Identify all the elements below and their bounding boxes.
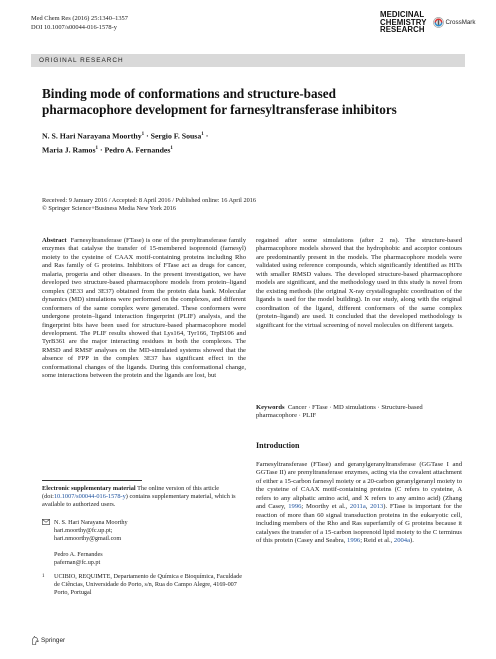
intro-text: ). FTase is important for the reaction of more than 60 signal transduction proteins in the eukaryotic cell, including members of the Rho and Ras superfamily of G proteins because it catalyses the transfer of a 15-carbon isoprenoid lipid moiety to the C terminus of this protein (Casey and Seabra, [256, 503, 462, 545]
envelope-icon [42, 519, 54, 567]
keywords-text: Cancer · FTase · MD simulations · Structure-based pharmacophore · PLIF [256, 404, 423, 420]
footnote-divider [42, 480, 142, 481]
author-name[interactable]: Sergio F. Sousa [150, 131, 202, 141]
introduction-heading: Introduction [256, 441, 300, 450]
logo-line-2: CHEMISTRY [380, 17, 427, 27]
corresponding-authors [42, 519, 246, 567]
citation-link[interactable]: 2011a [349, 503, 366, 511]
copyright-line: © Springer Science+Business Media New York 2016 [42, 205, 177, 212]
contact-email[interactable]: hari.moorthy@fc.up.pt; [54, 527, 113, 534]
intro-text: ; Reid et al., [360, 537, 394, 545]
abstract-left-column [42, 237, 246, 381]
crossmark-icon [433, 17, 444, 28]
abstract-text-left: Farnesyltransferase (FTase) is one of the prenyltransferase family enzymes that catalyse the transfer of 15-membered isoprenoid (farnesyl) moiety to the cysteine of CAAX motif-containing proteins including Rho and Ras family of G proteins. Inhibitors of FTase act as drugs for cancer, malaria, progeria and other diseases. In the present investigation, we have developed two structure-based pharmacophore models from protein–ligand complex (3E33 and 3E37) obtained from the protein data bank. Molecular dynamics (MD) simulations were performed on the complexes, and different conformers of the same complex were generated. These conformers were undergone protein–ligand interaction fingerprint (PLIF) analysis, and the fingerprint bits have been used for structure-based pharmacophore model development. The PLIF results showed that Lys164, Tyr166, TrpB106 and TyrB361 are the major interacting residues in both the complexes. The RMSD and RMSF analyses on the MD-simulated systems showed that the absence of FPP in the complex 3E37 has significant effect in the conformational changes of the ligands. During this conformational change, some interactions between the protein and the ligands are lost, but [42, 237, 246, 380]
journal-reference [31, 15, 128, 32]
intro-text: Farnesyltransferase (FTase) and geranylgeranyltransferase (GGTase I and GGTase II) are prenyltransferase enzymes, acting via the covalent attachment of either a 15-carbon farnesyl moiety or a 20-carbon geranylgeranyl moiety to the cysteine of CAAX motif-containing proteins (C refers to cysteine, A refers to any aliphatic amino acid, and X refers to any amino acid) (Zhang and Casey, [256, 461, 462, 511]
citation-link[interactable]: 1996 [288, 503, 302, 511]
keywords [256, 404, 462, 421]
logo-text [380, 11, 427, 34]
citation-link[interactable]: 1996 [347, 537, 361, 545]
citation-link[interactable]: 2013 [370, 503, 384, 511]
authors-line-2 [42, 143, 462, 157]
journal-citation: Med Chem Res (2016) 25:1340–1357 [31, 15, 128, 22]
dates-line: Received: 9 January 2016 / Accepted: 8 April 2016 / Published online: 16 April 2016 [42, 197, 257, 204]
crossmark-badge[interactable] [433, 17, 476, 28]
article-title [42, 86, 462, 118]
author-name[interactable]: Pedro A. Fernandes [104, 145, 171, 155]
intro-text: , [365, 503, 371, 511]
supplementary-doi-link[interactable]: 10.1007/s00044-016-1578-y [53, 493, 126, 500]
publication-dates [42, 197, 472, 213]
publisher-footer [31, 636, 65, 645]
intro-text: ). [410, 537, 414, 545]
contact-email[interactable]: pafernan@fc.up.pt [54, 559, 101, 566]
author-separator: · [144, 131, 151, 141]
crossmark-label: CrossMark [445, 18, 476, 26]
contact-name: Pedro A. Fernandes [54, 551, 103, 558]
author-affil-sup: 1 [201, 132, 204, 137]
citation-link[interactable]: 2004a [393, 537, 411, 545]
abstract-right-column [256, 237, 462, 330]
contact-details [54, 519, 128, 567]
supplementary-label: Electronic supplementary material [42, 485, 136, 492]
contact-email[interactable]: hari.nmoorthy@gmail.com [54, 535, 122, 542]
abstract-text-right: regained after some simulations (after 2 ns). The structure-based pharmacophore models showed that the hydrophobic and acceptor contours are predominantly present in the models. The pharmacophore models were validated using reference compounds, which significantly identified as HITs with smaller RMSD values. The developed structure-based pharmacophore models are significant, and the methodology used in this study is novel from the existing methods (the original X-ray crystallographic coordination of the ligands is used for the model building). In our study, along with the original coordination of the ligand, different conformers of the same complex (protein–ligand) are used. It concluded that the developed methodology is significant for the virtual screening of novel molecules on different targets. [256, 237, 462, 329]
supplementary-text: The online version of this article (doi: [42, 485, 220, 500]
author-separator: · [98, 145, 105, 155]
intro-text: ; Moorthy et al., [301, 503, 350, 511]
author-separator: · [203, 131, 209, 141]
springer-horse-icon [31, 636, 39, 645]
logo-line-3: RESEARCH [380, 25, 425, 35]
doi: DOI 10.1007/s00044-016-1578-y [31, 23, 117, 31]
author-affil-sup: 1 [141, 132, 145, 137]
author-affil-sup: 1 [95, 145, 98, 151]
abstract-label: Abstract [42, 237, 67, 244]
supplementary-text: ) contains supplementary material, which is available to authorized users. [42, 493, 236, 508]
author-name[interactable]: N. S. Hari Narayana Moorthy [42, 131, 142, 141]
contact-name: N. S. Hari Narayana Moorthy [54, 519, 128, 526]
article-type-banner: ORIGINAL RESEARCH [31, 54, 465, 67]
keywords-label: Keywords [256, 404, 285, 411]
affiliation [42, 573, 246, 597]
title-line-2: pharmacophore development for farnesyltransferase inhibitors [42, 102, 397, 117]
publisher-name: Springer [41, 637, 66, 644]
supplementary-note [42, 485, 246, 509]
author-list [42, 129, 462, 156]
author-name[interactable]: Maria J. Ramos [42, 145, 96, 155]
logo-line-1: MEDICINAL [380, 10, 425, 19]
title-line-1: Binding mode of conformations and structure-based [42, 86, 336, 101]
affiliation-number: 1 [42, 574, 45, 579]
author-affil-sup: 1 [170, 145, 173, 151]
authors-line-1 [42, 129, 462, 143]
journal-logo [380, 11, 475, 34]
affiliation-text: UCIBIO, REQUIMTE, Departamento de Química e Bioquímica, Faculdade de Ciências, Universidade do Porto, s/n, Rua do Campo Alegre, 4169-007 Porto, Portugal [54, 573, 242, 596]
introduction-text [256, 461, 462, 546]
